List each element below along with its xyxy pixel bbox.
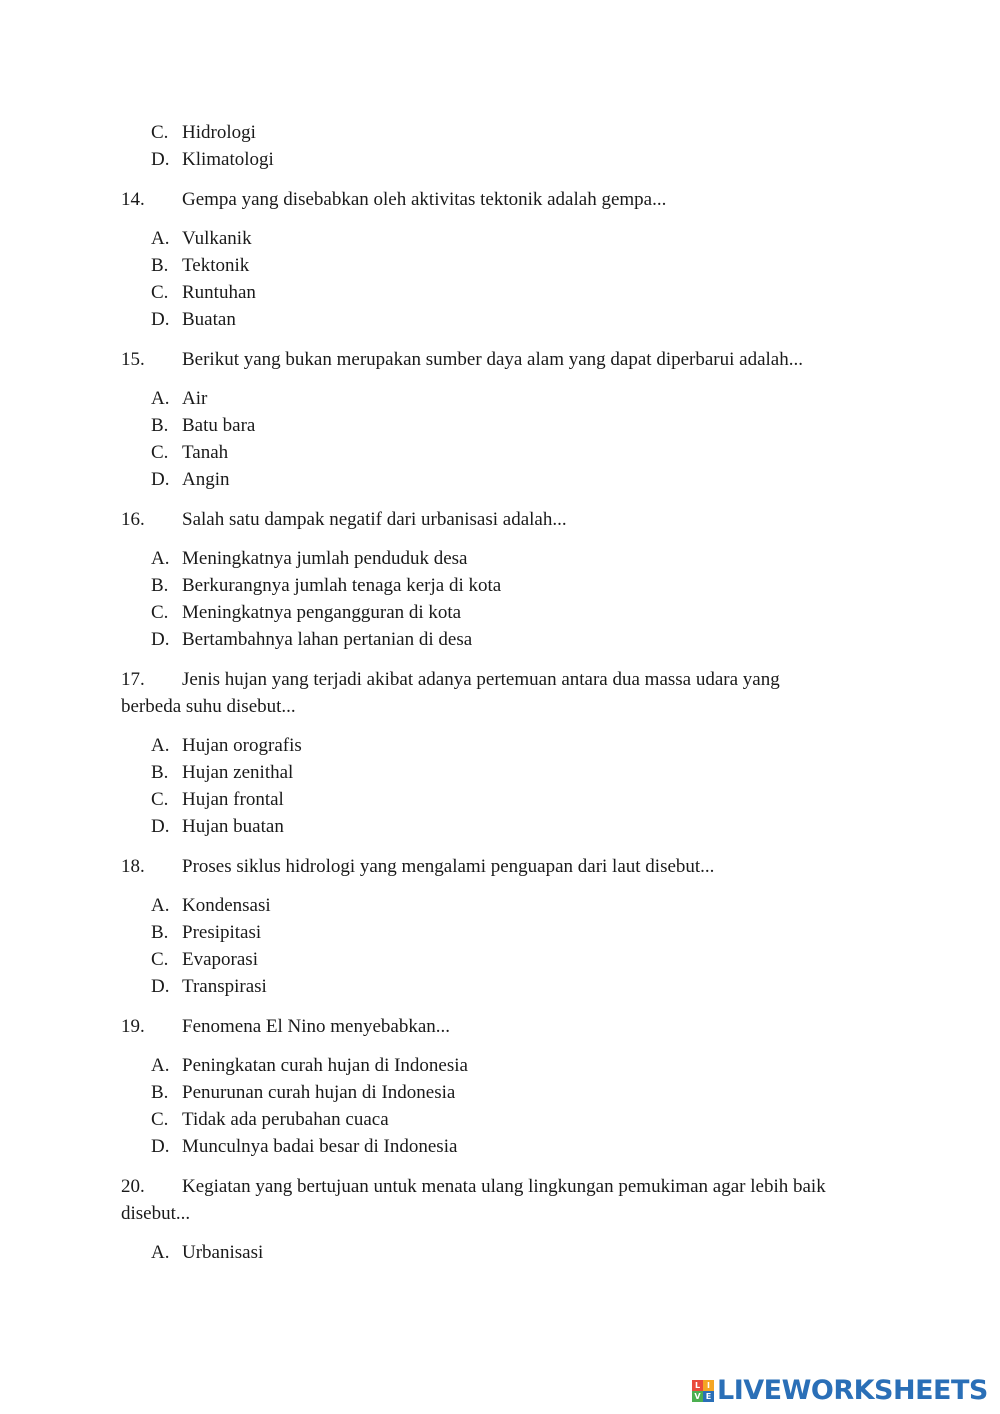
option-text: Bertambahnya lahan pertanian di desa (182, 629, 473, 650)
option-letter: D. (151, 1136, 170, 1157)
question-text: Berikut yang bukan merupakan sumber daya alam yang dapat diperbarui adalah... (182, 349, 803, 370)
liveworksheets-logo (692, 1376, 988, 1406)
question-number: 16. (121, 509, 145, 530)
option-letter: C. (151, 789, 169, 810)
option-text: Presipitasi (182, 922, 262, 943)
question-text: berbeda suhu disebut... (121, 696, 296, 717)
logo-badge-icon (692, 1380, 714, 1402)
option-letter: C. (151, 282, 169, 303)
question-text: Jenis hujan yang terjadi akibat adanya pertemuan antara dua massa udara yang (182, 669, 780, 690)
option-text: Tanah (182, 442, 229, 463)
question-text: Proses siklus hidrologi yang mengalami penguapan dari laut disebut... (182, 856, 715, 877)
option-text: Batu bara (182, 415, 256, 436)
option-text: Evaporasi (182, 949, 258, 970)
option-letter: B. (151, 575, 169, 596)
option-letter: B. (151, 922, 169, 943)
option-letter: D. (151, 816, 170, 837)
option-letter: A. (151, 735, 170, 756)
option-letter: C. (151, 949, 169, 970)
question-text: Kegiatan yang bertujuan untuk menata ulang lingkungan pemukiman agar lebih baik (182, 1176, 826, 1197)
question-text: Gempa yang disebabkan oleh aktivitas tektonik adalah gempa... (182, 189, 667, 210)
option-text: Transpirasi (182, 976, 267, 997)
question-number: 14. (121, 189, 145, 210)
option-letter: A. (151, 1242, 170, 1263)
option-letter: A. (151, 548, 170, 569)
question-text: disebut... (121, 1203, 191, 1224)
option-letter: C. (151, 442, 169, 463)
question-text: Salah satu dampak negatif dari urbanisasi adalah... (182, 509, 567, 530)
option-text: Munculnya badai besar di Indonesia (182, 1136, 458, 1157)
question-number: 20. (121, 1176, 145, 1197)
question-number: 19. (121, 1016, 145, 1037)
badge-letter: L (692, 1380, 703, 1391)
option-letter: D. (151, 976, 170, 997)
option-text: Penurunan curah hujan di Indonesia (182, 1082, 456, 1103)
logo-text: LIVEWORKSHEETS (717, 1375, 988, 1406)
option-letter: D. (151, 309, 170, 330)
option-text: Hujan zenithal (182, 762, 294, 783)
option-text: Urbanisasi (182, 1242, 264, 1263)
option-letter: A. (151, 228, 170, 249)
option-text: Meningkatnya pengangguran di kota (182, 602, 462, 623)
option-letter: C. (151, 602, 169, 623)
question-number: 15. (121, 349, 145, 370)
badge-letter: V (692, 1391, 703, 1402)
question-number: 17. (121, 669, 145, 690)
option-letter: B. (151, 762, 169, 783)
question-text: Fenomena El Nino menyebabkan... (182, 1016, 451, 1037)
option-letter: D. (151, 629, 170, 650)
option-text: Buatan (182, 309, 236, 330)
option-text: Tidak ada perubahan cuaca (182, 1109, 389, 1130)
option-letter: D. (151, 149, 170, 170)
option-letter: D. (151, 469, 170, 490)
option-text: Hujan orografis (182, 735, 302, 756)
option-text: Peningkatan curah hujan di Indonesia (182, 1055, 468, 1076)
option-text: Hujan frontal (182, 789, 284, 810)
option-text: Kondensasi (182, 895, 271, 916)
option-text: Klimatologi (182, 149, 274, 170)
question-number: 18. (121, 856, 145, 877)
option-letter: A. (151, 388, 170, 409)
option-text: Air (182, 388, 208, 409)
option-text: Runtuhan (182, 282, 256, 303)
option-letter: A. (151, 1055, 170, 1076)
option-letter: A. (151, 895, 170, 916)
option-text: Meningkatnya jumlah penduduk desa (182, 548, 468, 569)
option-letter: B. (151, 415, 169, 436)
option-text: Tektonik (182, 255, 250, 276)
option-text: Hujan buatan (182, 816, 284, 837)
option-letter: C. (151, 122, 169, 143)
option-text: Berkurangnya jumlah tenaga kerja di kota (182, 575, 502, 596)
option-text: Angin (182, 469, 230, 490)
option-text: Vulkanik (182, 228, 252, 249)
option-text: Hidrologi (182, 122, 256, 143)
option-letter: B. (151, 1082, 169, 1103)
option-letter: B. (151, 255, 169, 276)
badge-letter: E (703, 1391, 714, 1402)
badge-letter: I (703, 1380, 714, 1391)
option-letter: C. (151, 1109, 169, 1130)
